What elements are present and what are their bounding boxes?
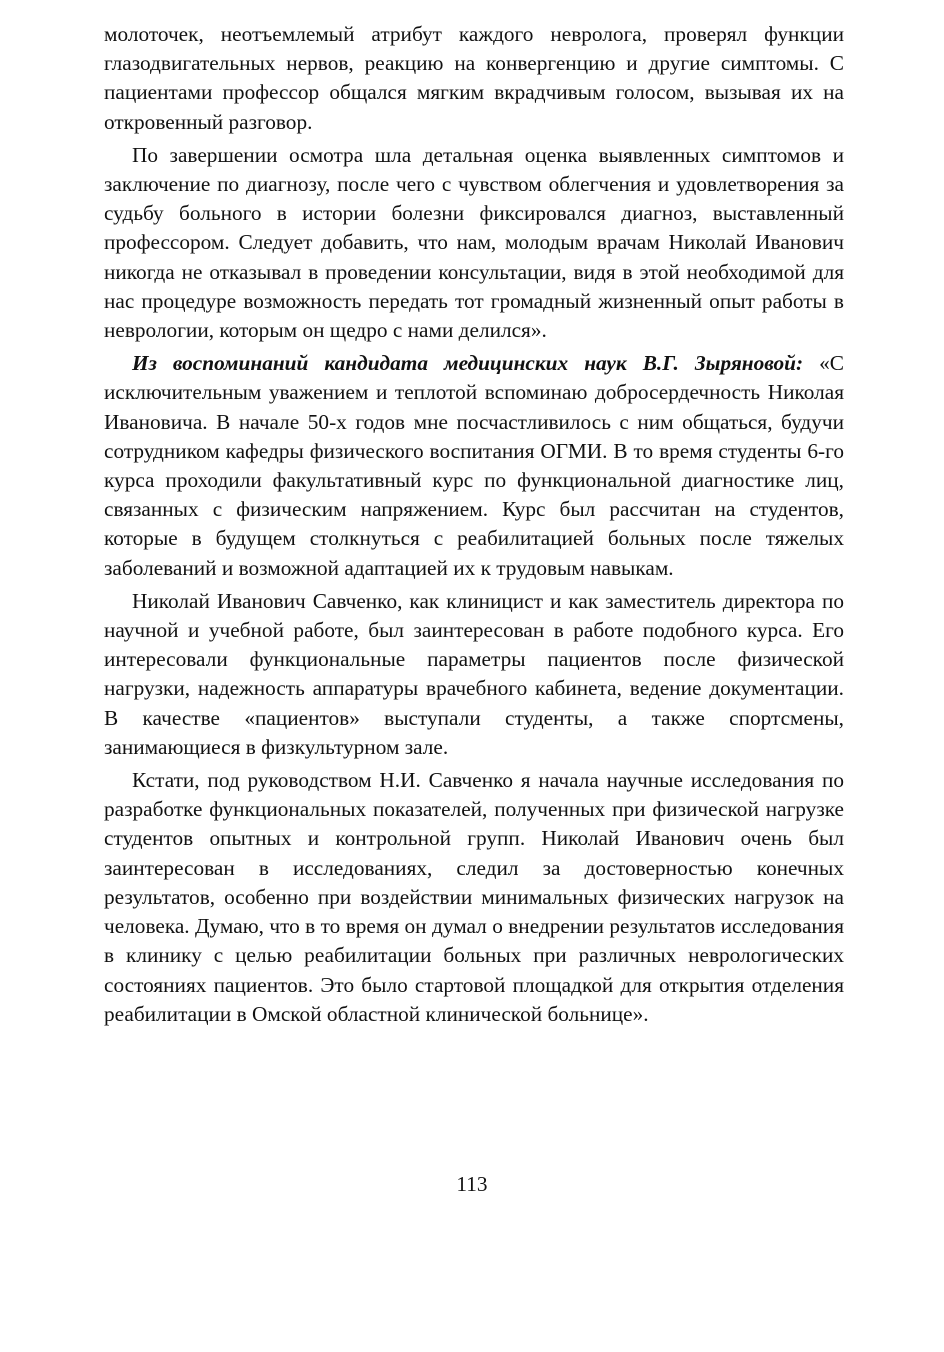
paragraph-4-text: Николай Иванович Савченко, как клиницист и как заместитель директора по научной и учебной работе, был заинтересован в работе подобного курса. Его интересовали функциональные параметры пациентов после физической нагрузки, надежность аппаратуры врачебного кабинета, ведение документации. В качестве «пациентов» выступали студенты, а также спортсмены, занимающиеся в физкультурном зале. — [104, 588, 844, 759]
paragraph-5 — [104, 766, 844, 1029]
paragraph-5-text: Кстати, под руководством Н.И. Савченко я начала научные исследования по разработке функциональных показателей, полученных при физической нагрузке студентов опытных и контрольной групп. Николай Иванович очень был заинтересован в исследованиях, следил за достоверностью конечных результатов, особенно при воздействии минимальных физических нагрузок на человека. Думаю, что в то время он думал о внедрении результатов исследования в клинику с целью реабилитации больных при различных неврологических состояниях пациентов. Это было стартовой площадкой для открытия отделения реабилитации в Омской областной клинической больнице». — [104, 768, 844, 1026]
page-text — [104, 20, 844, 1033]
paragraph-2 — [104, 141, 844, 345]
page-number: 113 — [456, 1172, 488, 1196]
paragraph-3-lead-heading: Из воспоминаний кандидата медицинских наук В.Г. Зыряновой: — [132, 351, 804, 376]
paragraph-2-text: По завершении осмотра шла детальная оценка выявленных симптомов и заключение по диагнозу, после чего с чувством облегчения и удовлетворения за судьбу больного в истории болезни фиксировался диагноз, выставленный профессором. Следует добавить, что нам, молодым врачам Николай Иванович никогда не отказывал в проведении консультации, видя в этой необходимой для нас процедуре возможность передать тот громадный жизненный опыт работы в неврологии, которым он щедро с нами делился». — [104, 142, 844, 343]
paragraph-3 — [104, 349, 844, 583]
paragraph-4 — [104, 587, 844, 762]
paragraph-1 — [104, 20, 844, 137]
paragraph-1-text: молоточек, неотъемлемый атрибут каждого невролога, проверял функции глазодвигательных нервов, реакцию на конвергенцию и другие симптомы. С пациентами профессор общался мягким вкрадчивым голосом, вызывая их на откровенный разговор. — [104, 22, 844, 134]
paragraph-3-text: «С исключительным уважением и теплотой вспоминаю добросердечность Николая Ивановича. В начале 50-х годов мне посчастливилось с ним общаться, будучи сотрудником кафедры физического воспитания ОГМИ. В то время студенты 6-го курса проходили факультативный курс по функциональной диагностике лиц, связанных с физическим напряжением. Курс был рассчитан на студентов, которые в будущем столкнуться с реабилитацией больных после тяжелых заболеваний и возможной адаптацией их к трудовым навыкам. — [104, 351, 844, 580]
